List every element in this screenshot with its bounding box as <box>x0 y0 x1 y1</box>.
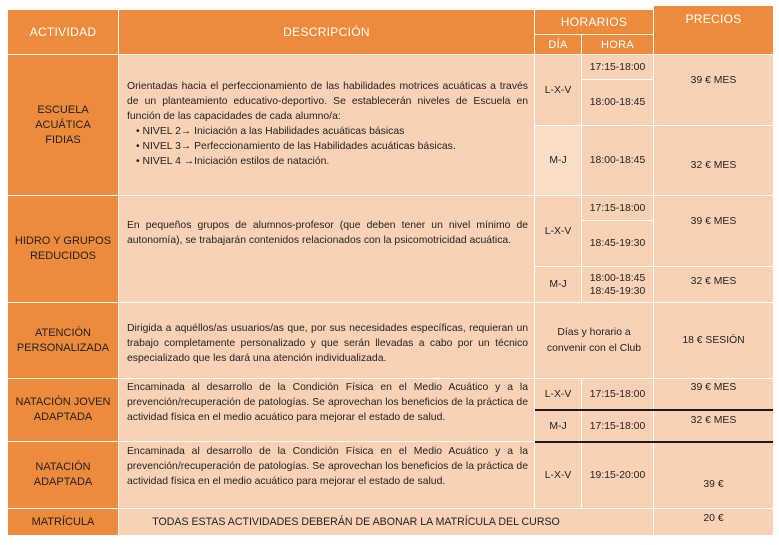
joven-dia2: M-J <box>535 411 581 441</box>
row-divider <box>535 409 773 411</box>
header-hora: HORA <box>582 35 653 54</box>
atencion-horario: Días y horario a convenir con el Club <box>535 303 653 378</box>
escuela-hora2: 18:00-18:45 <box>582 126 653 195</box>
hidro-descripcion: En pequeños grupos de alumnos-profesor (que deben tener un nivel mínimo de autonomía), se trabajarán contenidos relacionados con la psicomotricidad acuática. <box>119 196 534 302</box>
joven-actividad: NATACIÓN JOVEN ADAPTADA <box>8 379 118 441</box>
adaptada-precio: 39 € <box>654 442 773 508</box>
joven-hora1: 17:15-18:00 <box>582 379 653 409</box>
hidro-dia2: M-J <box>535 267 581 302</box>
escuela-hora1b: 18:00-18:45 <box>582 80 653 125</box>
matricula-descripcion: TODAS ESTAS ACTIVIDADES DEBERÁN DE ABONAR LA MATRÍCULA DEL CURSO <box>119 509 653 535</box>
header-descripcion: DESCRIPCIÓN <box>119 10 534 54</box>
list-item: • NIVEL 4 →Iniciación estilos de natación. <box>136 154 528 169</box>
adaptada-descripcion: Encaminada al desarrollo de la Condición Física en el Medio Acuático y a la prevención/recuperación de patologías. Se aprovechan los beneficios de la práctica de actividad física en el medio acuático para mejorar el estado de salud. <box>119 442 534 508</box>
joven-precio1: 39 € MES <box>654 379 773 409</box>
row-divider <box>535 441 773 443</box>
escuela-dia1: L-X-V <box>535 55 581 125</box>
matricula-actividad: MATRÍCULA <box>8 509 118 535</box>
hidro-hora1b: 18:45-19:30 <box>582 221 653 266</box>
hidro-hora1a: 17:15-18:00 <box>582 196 653 220</box>
escuela-descripcion: Orientadas hacia el perfeccionamiento de las habilidades motrices acuáticas a través de un planteamiento educativo-deportivo. Se establecerán niveles de Escuela en función de las capacidades de cada alumno/a: • NIVEL 2→ Iniciación a las Habilidades acuáticas básicas • NIVEL 3→ Perfeccionamiento de las Habilidades acuáticas básicas. • NIVEL 4 →Iniciación estilos de natación. <box>119 55 534 195</box>
header-actividad: ACTIVIDAD <box>8 10 118 54</box>
adaptada-actividad: NATACIÓN ADAPTADA <box>8 442 118 508</box>
joven-descripcion: Encaminada al desarrollo de la Condición Física en el Medio Acuático y a la prevención/recuperación de patologías. Se aprovechan los beneficios de la práctica de actividad física en el medio acuático para mejorar el estado de salud. <box>119 379 534 441</box>
joven-hora2: 17:15-18:00 <box>582 411 653 441</box>
escuela-precio2: 32 € MES <box>654 126 773 195</box>
atencion-descripcion: Dirigida a aquéllos/as usuarios/as que, por sus necesidades específicas, requieran un trabajo completamente personalizado y que serán llevadas a cabo por un técnico especializado que les dará una atención individualizada. <box>119 303 534 378</box>
header-dia: DÍA <box>535 35 581 54</box>
joven-precio2: 32 € MES <box>654 411 773 441</box>
list-item: • NIVEL 3→ Perfeccionamiento de las Habilidades acuáticas básicas. <box>136 139 528 154</box>
adaptada-dia: L-X-V <box>535 442 581 508</box>
escuela-hora1a: 17:15-18:00 <box>582 55 653 79</box>
matricula-precio: 20 € <box>654 509 773 535</box>
escuela-dia2: M-J <box>535 126 581 195</box>
hidro-precio2: 32 € MES <box>654 267 773 302</box>
escuela-precio1: 39 € MES <box>654 55 773 125</box>
escuela-actividad: ESCUELA ACUÁTICA FIDIAS <box>8 55 118 195</box>
escuela-niveles-list <box>127 124 528 169</box>
list-item: • NIVEL 2→ Iniciación a las Habilidades acuáticas básicas <box>136 124 528 139</box>
atencion-actividad: ATENCIÓN PERSONALIZADA <box>8 303 118 378</box>
hidro-hora2: 18:00-18:45 18:45-19:30 <box>582 267 653 302</box>
hidro-dia1: L-X-V <box>535 196 581 266</box>
hidro-precio1: 39 € MES <box>654 196 773 266</box>
header-horarios: HORARIOS <box>535 10 653 34</box>
header-precios: PRECIOS <box>654 6 773 54</box>
atencion-precio: 18 € SESIÓN <box>654 303 773 378</box>
adaptada-hora: 19:15-20:00 <box>582 442 653 508</box>
hidro-actividad: HIDRO Y GRUPOS REDUCIDOS <box>8 196 118 302</box>
joven-dia1: L-X-V <box>535 379 581 409</box>
